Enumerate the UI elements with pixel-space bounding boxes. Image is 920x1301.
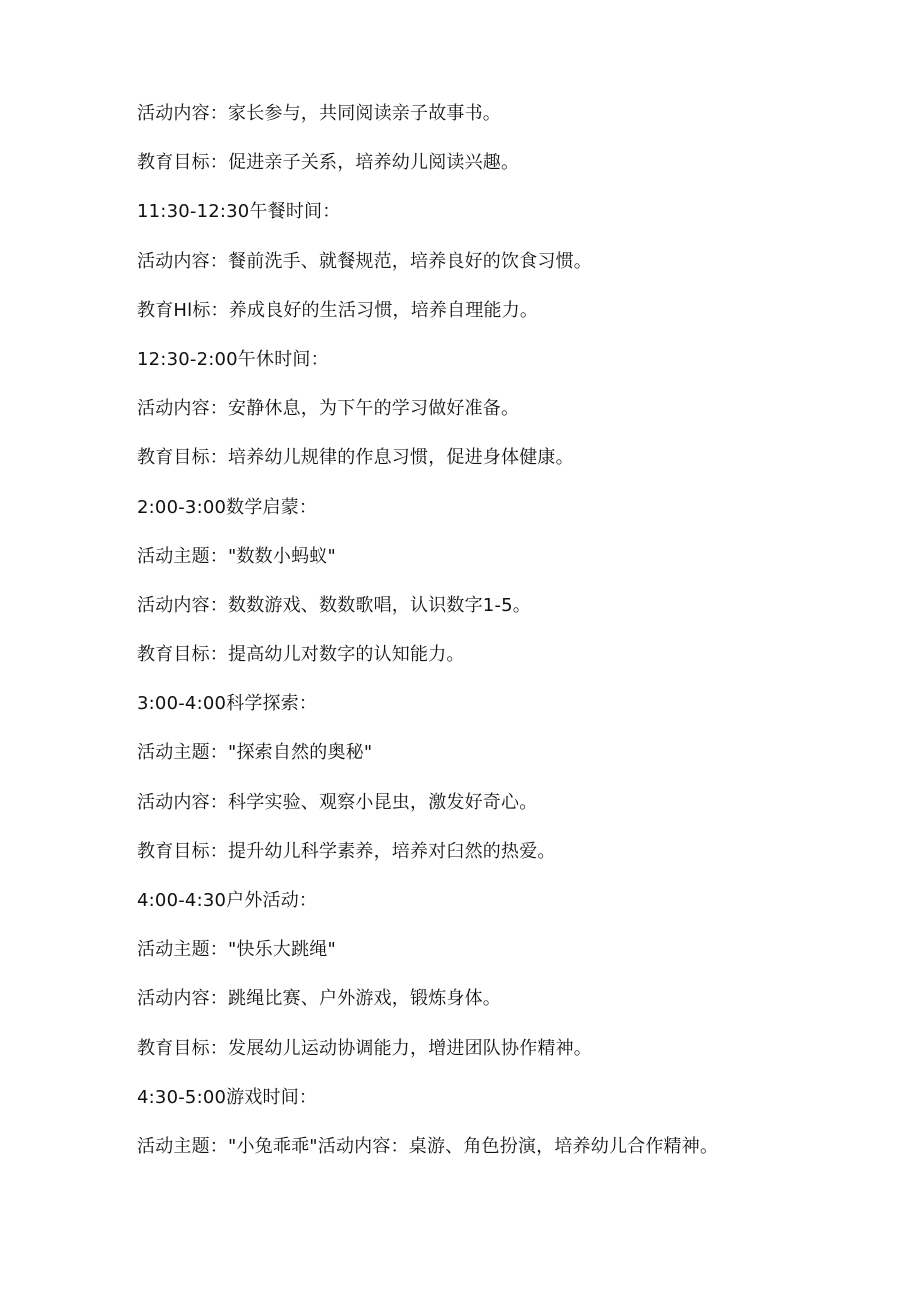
schedule-heading: 2:00-3:00数学启蒙： — [137, 496, 318, 518]
text-line: 活动内容：科学实验、观察小昆虫，激发好奇心。 — [137, 791, 538, 813]
text-line: 活动内容：家长参与，共同阅读亲子故事书。 — [137, 103, 501, 124]
text-line: 教育目标：提升幼儿科学素养，培养对臼然的热爱。 — [137, 840, 556, 862]
document-body — [137, 98, 877, 1180]
schedule-heading: 4:00-4:30户外活动： — [137, 890, 318, 911]
text-line: 活动主题："小兔乖乖"活动内容：桌游、角色扮演，培养幼儿合作精神。 — [137, 1135, 719, 1157]
schedule-heading: 3:00-4:00科学探索： — [137, 693, 318, 715]
text-line: 活动内容：餐前洗手、就餐规范，培养良好的饮食习惯。 — [137, 250, 592, 272]
schedule-heading: 11:30-12:30午餐时间： — [137, 201, 341, 223]
text-line: 活动主题："数数小蚂蚁" — [137, 545, 336, 567]
text-line: 活动内容：安静休息，为下午的学习做好准备。 — [137, 398, 520, 420]
schedule-heading: 4:30-5:00游戏时间： — [137, 1086, 318, 1108]
text-line: 教育目标：促进亲子关系，培养幼儿阅读兴趣。 — [137, 152, 520, 174]
text-line: 教育目标：发展幼儿运动协调能力，增进团队协作精神。 — [137, 1037, 592, 1059]
text-line: 活动内容：跳绳比赛、户外游戏，锻炼身体。 — [137, 988, 501, 1010]
text-line: 活动主题："快乐大跳绳" — [137, 939, 336, 961]
text-line: 教育目标：提高幼儿对数字的认知能力。 — [137, 644, 465, 666]
text-line: 教育Hl标：养成良好的生活习惯，培养自理能力。 — [137, 299, 539, 321]
text-line: 教育目标：培养幼儿规律的作息习惯，促进身体健康。 — [137, 447, 574, 469]
text-line: 活动主题："探索自然的奥秘" — [137, 742, 373, 764]
text-line: 活动内容：数数游戏、数数歌唱，认识数字1-5。 — [137, 594, 531, 616]
schedule-heading: 12:30-2:00午休时间： — [137, 348, 329, 370]
